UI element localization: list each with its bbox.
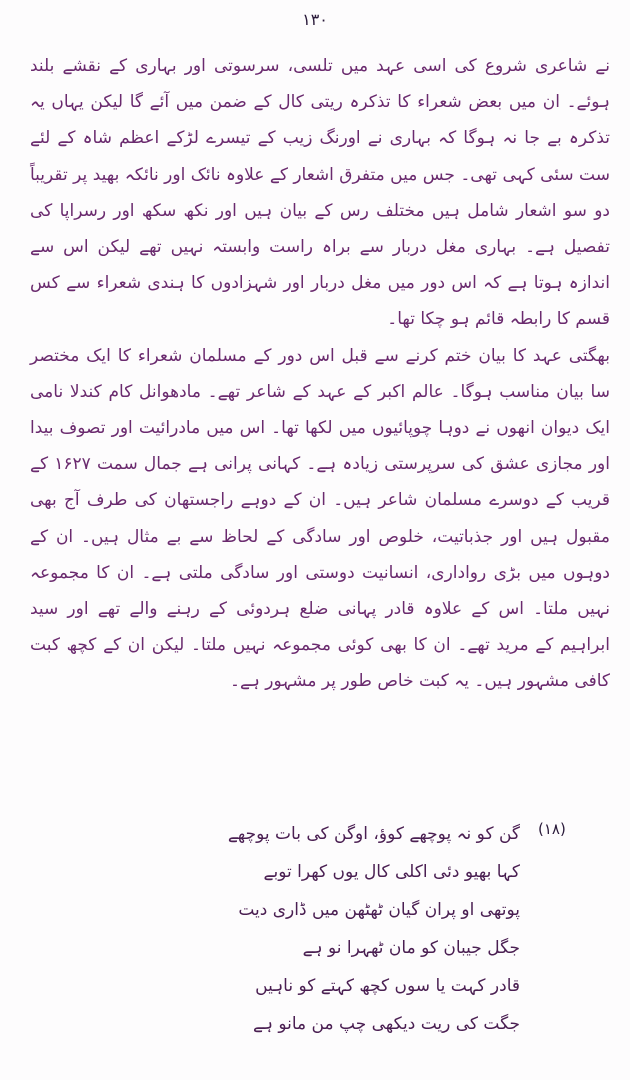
verse-number: (۱۸) (538, 820, 566, 838)
poem-line: جگت کی ریت دیکھی چپ من مانو ہے (253, 1014, 520, 1034)
paragraph: نے شاعری شروع کی اسی عہد میں تلسی، سرسوتی اور بہاری کے نقشے بلند ہوئے۔ ان میں بعض شعراء کا تذکرہ ریتی کال کے ضمن میں آئے گا لیکن یہاں یہ تذکرہ بے جا نہ ہوگا کہ بہاری نے اورنگ زیب کے تیسرے لڑکے اعظم شاہ کے لئے ست سئی کہی تھی۔ جس میں متفرق اشعار کے علاوہ نائک اور نائکہ بھید پر تقریباً دو سو اشعار شامل ہیں مختلف رس کے بیان ہیں اور نکھ سکھ اور رسراپا کی تفصیل ہے۔ بہاری مغل دربار سے براہ راست وابستہ نہیں تھے لیکن اس سے اندازہ ہوتا ہے کہ اس دور میں مغل دربار اور شہزادوں کا ہندی شعراء سے کس قسم کا رابطہ قائم ہو چکا تھا۔ (30, 56, 610, 330)
poem-line: قادر کہت یا سوں کچھ کہتے کو ناہیں (255, 976, 520, 996)
prose-body (30, 48, 610, 700)
poem-line: پوتھی او پران گیان ٹھٹھن میں ڈاری دیت (238, 900, 520, 920)
poem-line: جگل جیبان کو مان ٹھہرا نو ہے (302, 938, 520, 958)
poem-block (150, 815, 520, 1043)
page-number: ۱۳۰ (302, 10, 328, 29)
paragraph: بھگتی عہد کا بیان ختم کرنے سے قبل اس دور کے مسلمان شعراء کا ایک مختصر سا بیان مناسب ہوگا۔ عالم اکبر کے عہد کے شاعر تھے۔ مادھوانل کام کندلا نامی ایک دیوان انھوں نے دوہا چوپائیوں میں لکھا تھا۔ اس میں مادرائیت اور تصوف بیدا اور مجازی عشق کی سرپرستی زیادہ ہے۔ کہانی پرانی ہے جمال سمت ۱۶۲۷ کے قریب کے دوسرے مسلمان شاعر ہیں۔ ان کے دوہے راجستھان کی طرف آج بھی مقبول ہیں اور جذباتیت، خلوص اور سادگی کے لحاظ سے بے مثال ہیں۔ ان کے دوہوں میں بڑی رواداری، انسانیت دوستی اور سادگی ملتی ہے۔ ان کا مجموعہ نہیں ملتا۔ اس کے علاوہ قادر پہانی ضلع ہردوئی کے رہنے والے تھے اور سید ابراہیم کے مرید تھے۔ ان کا بھی کوئی مجموعہ نہیں ملتا۔ لیکن ان کے کچھ کبت کافی مشہور ہیں۔ یہ کبت خاص طور پر مشہور ہے۔ (30, 345, 610, 692)
poem-line: کہا بھیو دئی اکلی کال یوں کھرا توبے (263, 862, 520, 882)
poem-line: گن کو نہ پوچھے کوؤ، اوگن کی بات پوچھے (227, 824, 520, 844)
